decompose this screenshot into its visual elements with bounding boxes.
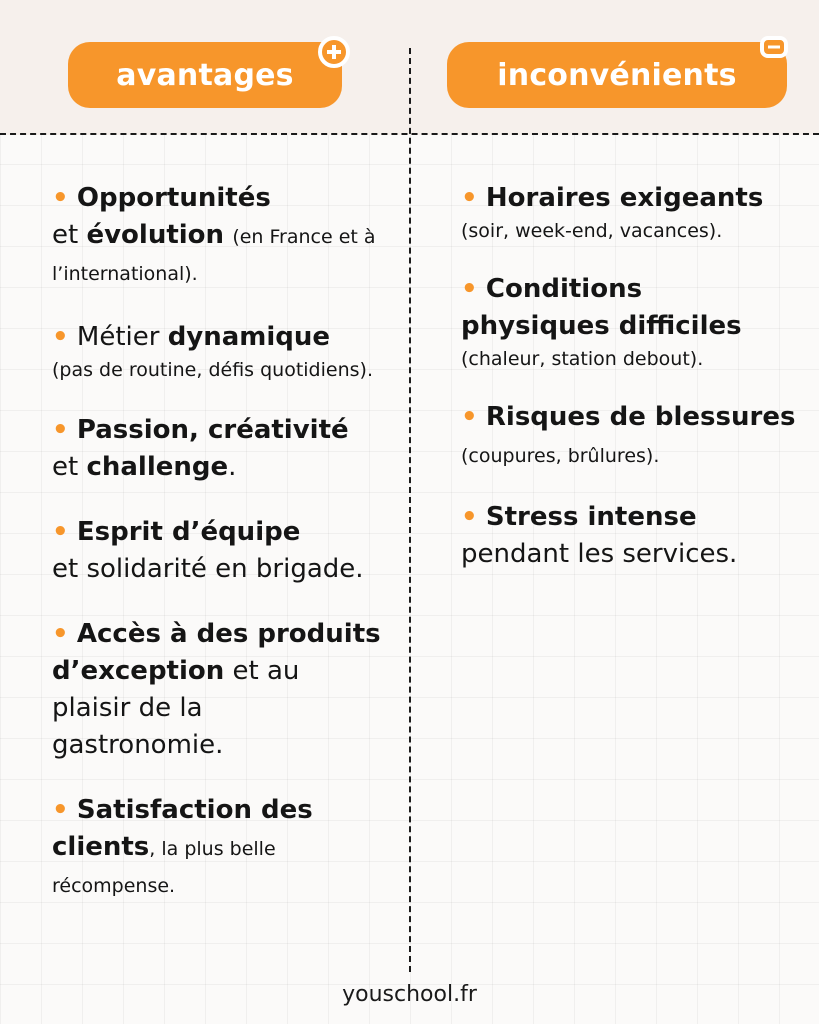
center-divider — [409, 48, 411, 972]
advantage-head: Passion, créativité — [76, 415, 349, 445]
advantage-bold: dynamique — [167, 322, 331, 352]
disadvantage-note: (coupures, brûlures). — [461, 445, 660, 467]
disadvantage-note: (soir, week-end, vacances). — [461, 220, 723, 242]
bullet-icon: • — [52, 322, 69, 352]
advantage-item — [52, 792, 382, 903]
disadvantage-rest: pendant les services. — [461, 539, 738, 569]
advantage-rest: et solidarité en brigade. — [52, 554, 364, 584]
disadvantage-item — [461, 180, 796, 245]
advantage-note: (pas de routine, défis quotidiens). — [52, 359, 373, 381]
advantage-item — [52, 319, 382, 384]
bullet-icon: • — [461, 502, 478, 532]
bullet-icon: • — [461, 274, 478, 304]
advantage-note: (en France et à l’international). — [52, 226, 376, 285]
disadvantage-head: Horaires exigeants — [485, 183, 764, 213]
advantage-item — [52, 514, 382, 588]
advantage-item — [52, 616, 382, 764]
advantage-head: Opportunités — [76, 183, 271, 213]
advantages-label: avantages — [116, 57, 294, 93]
advantage-head: Accès à des produits d’exception — [52, 619, 381, 686]
advantages-list — [52, 180, 382, 931]
bullet-icon: • — [52, 415, 69, 445]
disadvantage-note: (chaleur, station debout). — [461, 348, 704, 370]
bullet-icon: • — [461, 402, 478, 432]
advantage-bold: évolution — [86, 220, 225, 250]
bullet-icon: • — [52, 795, 69, 825]
disadvantage-head: Conditions physiques difficiles — [461, 274, 742, 341]
bullet-icon: • — [52, 183, 69, 213]
disadvantage-head: Stress intense — [485, 502, 697, 532]
disadvantage-head: Risques de blessures — [485, 402, 796, 432]
advantage-pre: et — [52, 452, 87, 482]
advantage-rest: et au plaisir de la gastronomie. — [52, 656, 300, 760]
advantage-bold: challenge — [86, 452, 229, 482]
advantages-pill — [68, 42, 342, 108]
disadvantages-label: inconvénients — [497, 57, 737, 93]
bullet-icon: • — [52, 517, 69, 547]
plus-icon — [318, 36, 350, 68]
disadvantage-item — [461, 499, 796, 573]
footer-site: youschool.fr — [342, 982, 477, 1007]
advantage-head: Métier — [76, 322, 168, 352]
advantage-item: • Passion, créativité et challenge. — [52, 415, 349, 482]
disadvantages-pill — [447, 42, 787, 108]
disadvantages-list — [461, 180, 796, 599]
advantage-head: Esprit d’équipe — [76, 517, 301, 547]
minus-icon — [760, 36, 788, 58]
bullet-icon: • — [52, 619, 69, 649]
advantage-item — [52, 180, 382, 291]
disadvantage-item — [461, 399, 796, 473]
advantage-pre: et — [52, 220, 87, 250]
advantage-note: , la plus belle récompense. — [52, 838, 276, 897]
disadvantage-item — [461, 271, 796, 373]
bullet-icon: • — [461, 183, 478, 213]
advantage-head: Satisfaction des clients — [52, 795, 313, 862]
